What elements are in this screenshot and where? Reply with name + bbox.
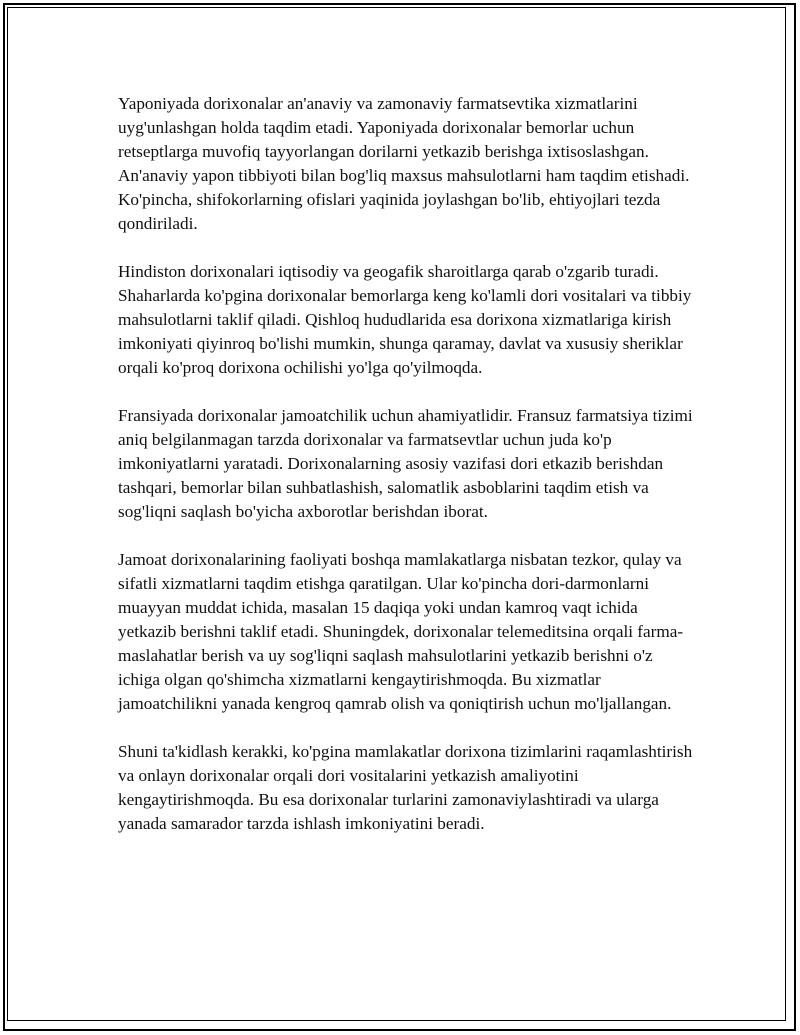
paragraph-india: Hindiston dorixonalari iqtisodiy va geogafik sharoitlarga qarab o'zgarib turadi. Shaharlarda ko'pgina dorixonalar bemorlarga keng ko'lamli dori vositalari va tibbiy mahsulotlarni taklif qiladi. Qishloq hududlarida esa dorixona xizmatlariga kirish imkoniyati qiyinroq bo'lishi mumkin, shunga qaramay, davlat va xususiy sheriklar orqali ko'proq dorixona ochilishi yo'lga qo'yilmoqda. [118, 262, 692, 377]
paragraph-japan: Yaponiyada dorixonalar an'anaviy va zamonaviy farmatsevtika xizmatlarini uyg'unlashgan holda taqdim etadi. Yaponiyada dorixonalar bemorlar uchun retseptlarga muvofiq tayyorlangan dorilarni yetkazib berishga ixtisoslashgan. An'anaviy yapon tibbiyoti bilan bog'liq maxsus mahsulotlarni ham taqdim etishadi. Ko'pincha, shifokorlarning ofislari yaqinida joylashgan bo'lib, ehtiyojlari tezda qondiriladi. [118, 94, 690, 233]
document-body [118, 92, 693, 860]
paragraph-digitalization: Shuni ta'kidlash kerakki, ko'pgina mamlakatlar dorixona tizimlarini raqamlashtirish va onlayn dorixonalar orqali dori vositalarini yetkazish amaliyotini kengaytirishmoqda. Bu esa dorixonalar turlarini zamonaviylashtiradi va ularga yanada samarador tarzda ishlash imkoniyatini beradi. [118, 742, 693, 833]
paragraph-community-pharmacies: Jamoat dorixonalarining faoliyati boshqa mamlakatlarga nisbatan tezkor, qulay va sifatli xizmatlarni taqdim etishga qaratilgan. Ular ko'pincha dori-darmonlarni muayyan muddat ichida, masalan 15 daqiqa yoki undan kamroq vaqt ichida yetkazib berishni taklif etadi. Shuningdek, dorixonalar telemeditsina orqali farma-maslahatlar berish va uy sog'liqni saqlash mahsulotlarini yetkazib berishni o'z ichiga olgan qo'shimcha xizmatlarni kengaytirishmoqda. Bu xizmatlar jamoatchilikni yanada kengroq qamrab olish va qoniqtirish uchun mo'ljallangan. [118, 550, 684, 713]
paragraph-france: Fransiyada dorixonalar jamoatchilik uchun ahamiyatlidir. Fransuz farmatsiya tizimi aniq belgilanmagan tarzda dorixonalar va farmatsevtlar uchun juda ko'p imkoniyatlarni yaratadi. Dorixonalarning asosiy vazifasi dori etkazib berishdan tashqari, bemorlar bilan suhbatlashish, salomatlik asboblarini taqdim etish va sog'liqni saqlash bo'yicha axborotlar berishdan iborat. [118, 406, 693, 521]
